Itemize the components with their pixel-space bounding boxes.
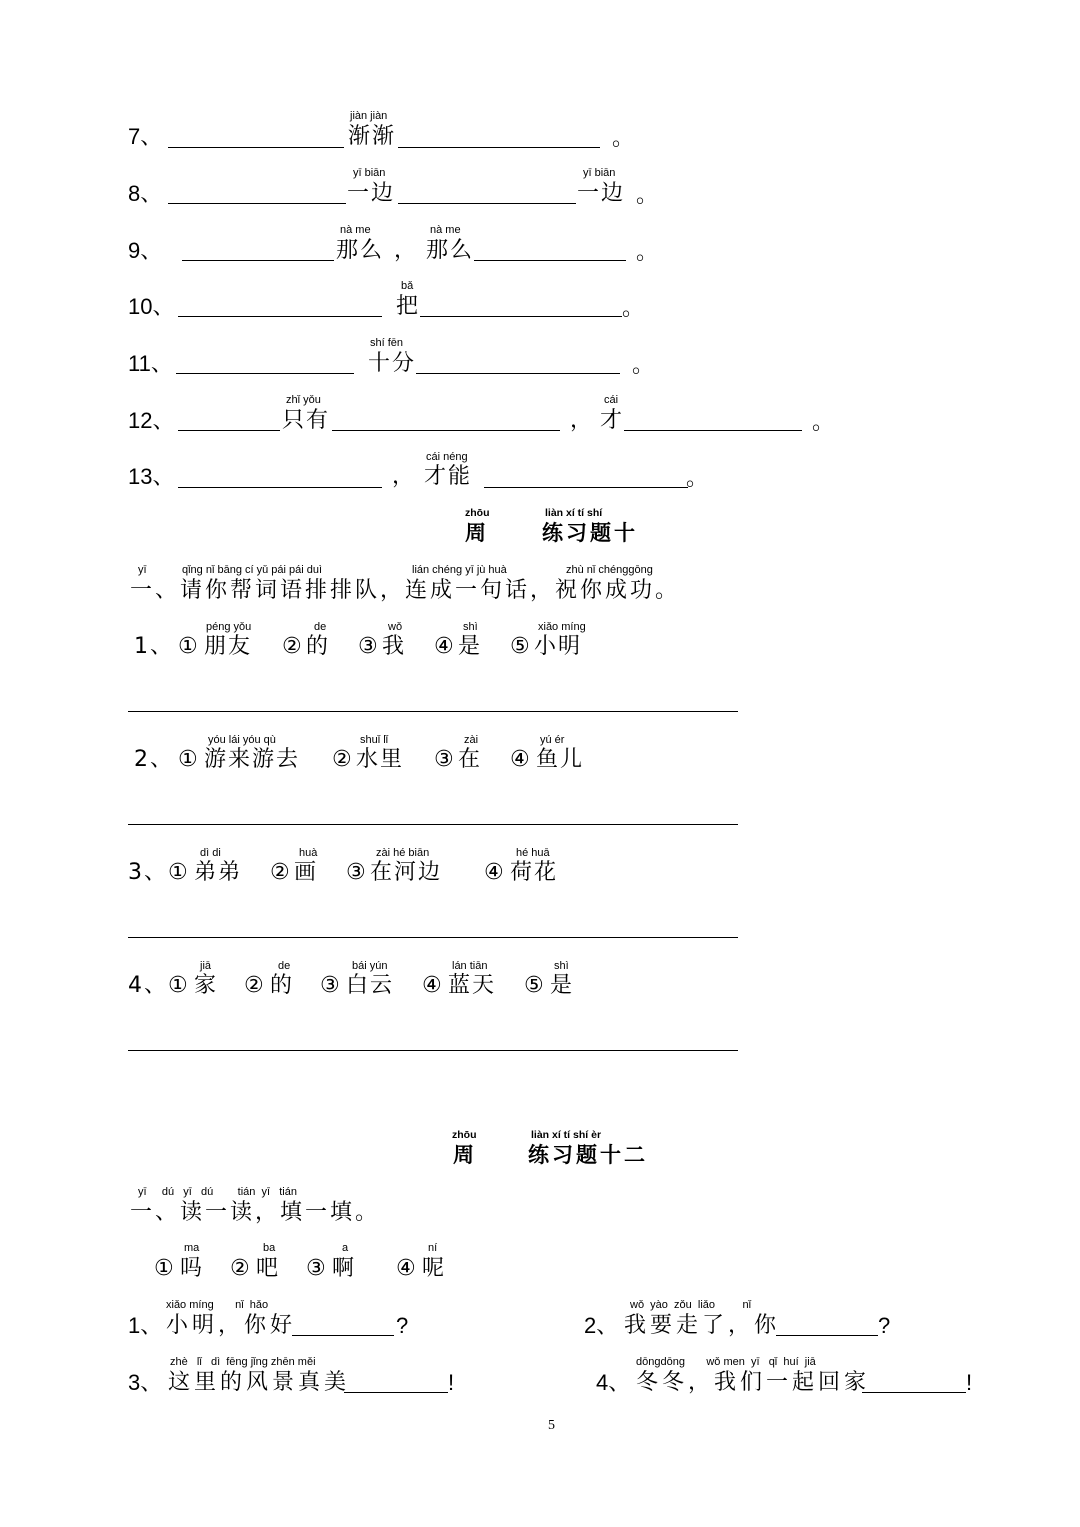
keyword: 才 xyxy=(600,408,625,433)
pinyin: lán tiān xyxy=(452,960,488,972)
pinyin: hé huā xyxy=(516,847,550,859)
word-option: 荷花 xyxy=(510,860,559,885)
period: 。 xyxy=(636,183,661,208)
pinyin: wǒ xyxy=(388,621,403,633)
keyword: 那么 xyxy=(426,238,475,263)
circle-mark: ① xyxy=(168,973,190,998)
circle-mark: ① xyxy=(178,634,200,659)
period: 。 xyxy=(632,353,657,378)
keyword: 十分 xyxy=(368,351,417,376)
pinyin: a xyxy=(342,1242,349,1254)
pinyin: bái yún xyxy=(352,960,388,972)
end-mark: ? xyxy=(878,1313,891,1338)
pinyin: zhǐ yǒu xyxy=(286,394,321,406)
section-title: 练习题十 xyxy=(542,521,638,545)
item-number: 2、 xyxy=(584,1313,619,1338)
pinyin: dì di xyxy=(200,847,221,859)
answer-blank[interactable] xyxy=(178,487,382,488)
pinyin: wǒ yào zǒu liǎo nǐ xyxy=(630,1299,752,1311)
keyword: 渐渐 xyxy=(348,124,397,149)
period: 。 xyxy=(812,410,837,435)
circle-mark: ② xyxy=(230,1256,252,1281)
word-option: 白云 xyxy=(346,973,395,998)
pinyin: xiǎo míng nǐ hǎo xyxy=(166,1299,269,1311)
item-number: 4、 xyxy=(596,1370,631,1395)
pinyin: shí fēn xyxy=(370,337,404,349)
circle-mark: ③ xyxy=(434,747,456,772)
answer-line[interactable] xyxy=(128,937,738,938)
pinyin: ba xyxy=(263,1242,276,1254)
word-option: 弟弟 xyxy=(194,860,243,885)
circle-mark: ① xyxy=(178,747,200,772)
sentence-text: 小明，你好 xyxy=(166,1313,297,1338)
answer-blank[interactable] xyxy=(398,203,576,204)
pinyin: bǎ xyxy=(401,280,414,292)
circle-mark: ② xyxy=(332,747,354,772)
circle-mark: ① xyxy=(154,1256,176,1281)
circle-mark: ② xyxy=(270,860,292,885)
question-text: 一、请你帮词语排排队，连成一句话，祝你成功。 xyxy=(130,578,681,603)
row-number: 9、 xyxy=(128,238,163,263)
circle-mark: ② xyxy=(282,634,304,659)
row-number: 13、 xyxy=(128,464,175,489)
row-number: 12、 xyxy=(128,408,175,433)
circle-mark: ② xyxy=(244,973,266,998)
row-number: 7、 xyxy=(128,124,163,149)
pinyin: zài hé biān xyxy=(376,847,430,859)
section-title: 练习题十二 xyxy=(528,1143,648,1167)
period: 。 xyxy=(686,466,711,491)
pinyin: huà xyxy=(299,847,318,859)
circle-mark: ④ xyxy=(396,1256,418,1281)
pinyin: jiā xyxy=(200,960,212,972)
circle-mark: ④ xyxy=(510,747,532,772)
keyword: 一边 xyxy=(347,181,396,206)
word-option: 在河边 xyxy=(370,860,443,885)
pinyin: yú ér xyxy=(540,734,565,746)
answer-line[interactable] xyxy=(128,1050,738,1051)
page-number: 5 xyxy=(548,1418,555,1433)
circle-mark: ④ xyxy=(484,860,506,885)
answer-blank[interactable] xyxy=(176,373,354,374)
answer-line[interactable] xyxy=(128,824,738,825)
pinyin: yī biān xyxy=(583,167,616,179)
word-option: 蓝天 xyxy=(448,973,497,998)
word-option: 的 xyxy=(270,973,295,998)
pinyin: péng yǒu xyxy=(206,621,252,633)
keyword: 才能 xyxy=(424,464,473,489)
comma: ， xyxy=(392,464,417,489)
circle-mark: ③ xyxy=(346,860,368,885)
item-number: 3、 xyxy=(128,860,168,885)
word-option: 朋友 xyxy=(204,634,253,659)
word-option: 的 xyxy=(306,634,331,659)
end-mark: ! xyxy=(966,1370,973,1395)
item-number: 1、 xyxy=(134,634,174,659)
pinyin: jiàn jiàn xyxy=(350,110,388,122)
answer-blank[interactable] xyxy=(862,1392,966,1393)
answer-blank[interactable] xyxy=(420,316,622,317)
answer-blank[interactable] xyxy=(398,147,600,148)
sentence-text: 我要走了，你 xyxy=(624,1313,781,1338)
circle-mark: ③ xyxy=(358,634,380,659)
particle-option: 吧 xyxy=(256,1256,281,1281)
circle-mark: ③ xyxy=(320,973,342,998)
question-pinyin: lián chéng yī jù huà xyxy=(412,564,507,576)
pinyin: de xyxy=(278,960,291,972)
word-option: 小明 xyxy=(534,634,583,659)
answer-blank[interactable] xyxy=(416,373,620,374)
comma: ， xyxy=(570,408,595,433)
keyword: 只有 xyxy=(282,408,331,433)
sentence-text: 这里的风景真美 xyxy=(168,1370,351,1395)
question-pinyin: zhù nǐ chénggōng xyxy=(566,564,653,576)
particle-option: 吗 xyxy=(180,1256,205,1281)
answer-blank[interactable] xyxy=(332,430,560,431)
circle-mark: ④ xyxy=(434,634,456,659)
pinyin: shì xyxy=(554,960,569,972)
word-option: 水里 xyxy=(356,747,405,772)
answer-blank[interactable] xyxy=(168,147,344,148)
end-mark: ! xyxy=(448,1370,455,1395)
pinyin: zhè lǐ dì fēng jǐng zhēn měi xyxy=(170,1356,316,1368)
circle-mark: ④ xyxy=(422,973,444,998)
word-option: 是 xyxy=(550,973,575,998)
particle-option: 啊 xyxy=(332,1256,357,1281)
word-option: 鱼儿 xyxy=(536,747,585,772)
answer-blank[interactable] xyxy=(776,1335,878,1336)
keyword: 一边 xyxy=(577,181,626,206)
word-option: 在 xyxy=(458,747,483,772)
pinyin: yóu lái yóu qù xyxy=(208,734,276,746)
answer-blank[interactable] xyxy=(182,260,334,261)
pinyin: ma xyxy=(184,1242,200,1254)
row-number: 8、 xyxy=(128,181,163,206)
circle-mark: ⑤ xyxy=(510,634,532,659)
answer-blank[interactable] xyxy=(484,487,688,488)
pinyin: cái néng xyxy=(426,451,468,463)
answer-blank[interactable] xyxy=(474,260,626,261)
question-pinyin: qǐng nǐ bāng cí yǔ pái pái duì xyxy=(182,564,323,576)
period: 。 xyxy=(612,126,637,151)
pinyin: shuǐ lǐ xyxy=(360,734,389,746)
answer-blank[interactable] xyxy=(178,316,382,317)
pinyin: nà me xyxy=(340,224,371,236)
title-pinyin: liàn xí tí shí xyxy=(545,507,603,519)
pinyin: nà me xyxy=(430,224,461,236)
row-number: 10、 xyxy=(128,294,175,319)
period: 。 xyxy=(622,296,647,321)
circle-mark: ③ xyxy=(306,1256,328,1281)
question-text: 一、读一读，填一填。 xyxy=(130,1200,381,1225)
keyword: 把 xyxy=(396,294,421,319)
answer-blank[interactable] xyxy=(344,1392,448,1393)
particle-option: 呢 xyxy=(422,1256,447,1281)
answer-blank[interactable] xyxy=(178,430,280,431)
title-pinyin: zhōu xyxy=(465,507,490,519)
period: 。 xyxy=(636,240,661,265)
answer-line[interactable] xyxy=(128,711,738,712)
keyword: 那么 xyxy=(336,238,385,263)
word-option: 是 xyxy=(458,634,483,659)
pinyin: ní xyxy=(428,1242,438,1254)
circle-mark: ⑤ xyxy=(524,973,546,998)
word-option: 我 xyxy=(382,634,407,659)
end-mark: ? xyxy=(396,1313,409,1338)
pinyin: xiǎo míng xyxy=(538,621,586,633)
pinyin: zài xyxy=(464,734,479,746)
answer-blank[interactable] xyxy=(168,203,346,204)
pinyin: cái xyxy=(604,394,619,406)
pinyin: shì xyxy=(463,621,478,633)
row-number: 11、 xyxy=(128,351,173,376)
pinyin: yī biān xyxy=(353,167,386,179)
item-number: 3、 xyxy=(128,1370,163,1395)
question-pinyin: yī xyxy=(138,564,147,576)
word-option: 游来游去 xyxy=(204,747,301,772)
title-zhou: 周 xyxy=(453,1143,477,1167)
answer-blank[interactable] xyxy=(292,1335,394,1336)
title-zhou: 周 xyxy=(465,521,489,545)
circle-mark: ① xyxy=(168,860,190,885)
question-pinyin: yī dú yī dú tián yī tián xyxy=(138,1186,297,1198)
item-number: 4、 xyxy=(128,973,168,998)
pinyin: de xyxy=(314,621,327,633)
pinyin: dōngdōng wǒ men yī qǐ huí jiā xyxy=(636,1356,816,1368)
item-number: 2、 xyxy=(134,747,174,772)
title-pinyin: zhōu xyxy=(452,1129,477,1141)
word-option: 画 xyxy=(294,860,319,885)
word-option: 家 xyxy=(194,973,219,998)
sentence-text: 冬冬，我们一起回家 xyxy=(636,1370,871,1395)
comma: ， xyxy=(394,238,419,263)
answer-blank[interactable] xyxy=(624,430,802,431)
item-number: 1、 xyxy=(128,1313,163,1338)
title-pinyin: liàn xí tí shí èr xyxy=(531,1129,602,1141)
